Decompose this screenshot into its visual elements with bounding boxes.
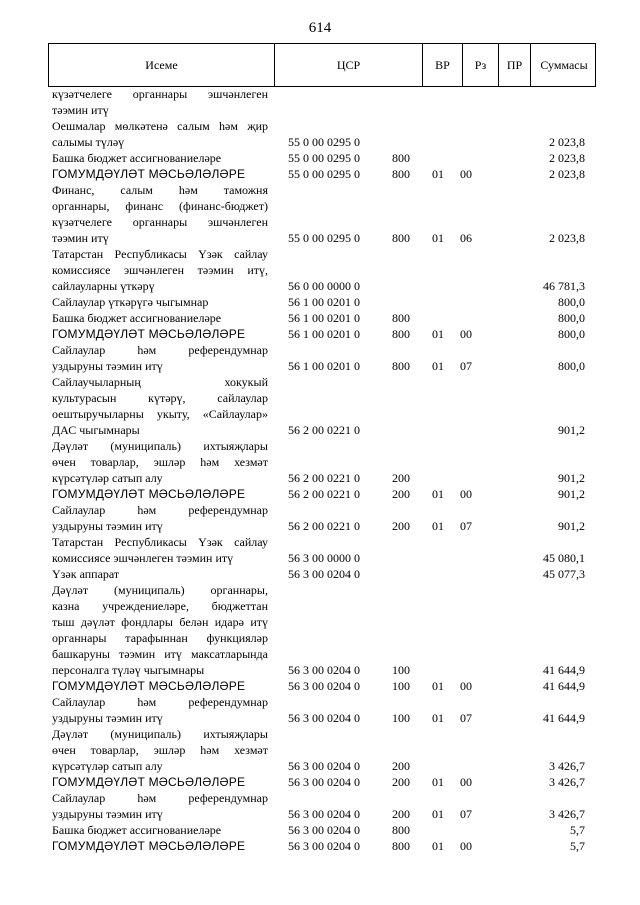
row-pr: 00 [460, 487, 472, 501]
table-row [0, 294, 640, 310]
row-pr: 07 [460, 519, 472, 533]
row-rz: 01 [432, 775, 444, 789]
table-row [0, 310, 640, 326]
row-csr: 56 2 00 0221 0 [288, 519, 360, 533]
row-vr: 200 [392, 807, 410, 821]
header-vr: ВР [423, 44, 463, 86]
row-name-line: өчен товарлар, эшләр һәм хезмәт [52, 743, 268, 757]
header-name: Исеме [49, 44, 275, 86]
row-name [52, 342, 268, 374]
row-name-line: Дәүләт (муниципаль) ихтыяҗлары [52, 727, 268, 741]
row-name-line: органнары тарафыннан функцияләр [52, 631, 268, 645]
row-sum: 800,0 [558, 359, 585, 373]
row-rz: 01 [432, 807, 444, 821]
row-name-line: ГОМУМДӘҮЛӘТ МӘСЬӘЛӘЛӘРЕ [52, 775, 246, 789]
row-name-line: оештыручыларны укыту, «Сайлаулар» [52, 407, 268, 421]
table-row [0, 694, 640, 726]
row-pr: 07 [460, 807, 472, 821]
table-row [0, 86, 640, 118]
row-sum: 901,2 [558, 423, 585, 437]
row-name-line: ГОМУМДӘҮЛӘТ МӘСЬӘЛӘЛӘРЕ [52, 839, 246, 853]
row-name-line: Оешмалар мөлкәтенә салым һәм җир [52, 119, 268, 133]
row-csr: 56 3 00 0204 0 [288, 823, 360, 837]
table-row [0, 678, 640, 694]
table-row [0, 326, 640, 342]
row-vr: 100 [392, 663, 410, 677]
row-vr: 800 [392, 151, 410, 165]
row-sum: 41 644,9 [543, 711, 585, 725]
row-sum: 800,0 [558, 311, 585, 325]
table-row [0, 790, 640, 822]
row-csr: 56 3 00 0204 0 [288, 807, 360, 821]
row-sum: 800,0 [558, 327, 585, 341]
row-sum: 800,0 [558, 295, 585, 309]
row-name-line: тыш дәүләт фондлары белән идарә итү [52, 615, 268, 629]
row-name-line: ГОМУМДӘҮЛӘТ МӘСЬӘЛӘЛӘРЕ [52, 487, 246, 501]
table-row [0, 486, 640, 502]
row-pr: 00 [460, 679, 472, 693]
row-name [52, 374, 268, 438]
row-name-line: Сайлаучыларның хокукый [52, 375, 268, 389]
row-name [52, 486, 268, 502]
row-rz: 01 [432, 679, 444, 693]
row-rz: 01 [432, 519, 444, 533]
row-vr: 800 [392, 231, 410, 245]
header-rz: Рз [463, 44, 499, 86]
row-name-line: өчен товарлар, эшләр һәм хезмәт [52, 455, 268, 469]
row-name [52, 822, 268, 838]
row-pr: 07 [460, 711, 472, 725]
row-sum: 901,2 [558, 487, 585, 501]
row-csr: 55 0 00 0295 0 [288, 167, 360, 181]
row-csr: 56 1 00 0201 0 [288, 359, 360, 373]
row-pr: 00 [460, 839, 472, 853]
row-name-line: комиссиясе эшчәнлеген тәэмин итү, [52, 263, 268, 277]
row-name-line: Сайлаулар үткәрүгә чыгымнар [52, 295, 209, 309]
table-row [0, 118, 640, 150]
row-rz: 01 [432, 711, 444, 725]
row-sum: 3 426,7 [549, 775, 585, 789]
row-name-line: органнары, финанс (финанс-бюджет) [52, 199, 268, 213]
header-sum: Суммасы [540, 58, 588, 72]
row-name-line: тәэмин итү [52, 231, 109, 245]
row-vr: 200 [392, 519, 410, 533]
table-row [0, 246, 640, 294]
table-row [0, 582, 640, 678]
row-vr: 800 [392, 311, 410, 325]
table-row [0, 838, 640, 854]
row-name-line: Үзәк аппарат [52, 567, 120, 581]
row-sum: 2 023,8 [549, 151, 585, 165]
row-name [52, 726, 268, 774]
row-name [52, 838, 268, 854]
row-pr: 00 [460, 775, 472, 789]
row-name-line: персоналга түләү чыгымнары [52, 663, 205, 677]
row-name [52, 326, 268, 342]
row-name-line: уздыруны тәэмин итү [52, 711, 163, 725]
row-vr: 200 [392, 775, 410, 789]
row-name [52, 694, 268, 726]
row-name-line: Башка бюджет ассигнованиеләре [52, 823, 222, 837]
row-name-line: күрсәтүләр сатып алу [52, 471, 163, 485]
row-csr: 56 3 00 0204 0 [288, 759, 360, 773]
row-vr: 200 [392, 759, 410, 773]
row-csr: 56 3 00 0204 0 [288, 775, 360, 789]
row-sum: 2 023,8 [549, 167, 585, 181]
row-vr: 800 [392, 167, 410, 181]
table-row [0, 438, 640, 486]
row-name-line: Дәүләт (муниципаль) ихтыяҗлары [52, 439, 268, 453]
table-row [0, 534, 640, 566]
row-name [52, 150, 268, 166]
row-vr: 200 [392, 471, 410, 485]
header-pr: ПР [499, 44, 531, 86]
row-sum: 5,7 [570, 839, 585, 853]
table-row [0, 374, 640, 438]
row-name [52, 790, 268, 822]
row-sum: 2 023,8 [549, 231, 585, 245]
row-name-line: культурасын күтәрү, сайлаулар [52, 391, 268, 405]
row-name-line: күрсәтүләр сатып алу [52, 759, 163, 773]
row-vr: 100 [392, 679, 410, 693]
row-name-line: Сайлаулар һәм референдумнар [52, 695, 268, 709]
row-csr: 56 3 00 0204 0 [288, 567, 360, 581]
row-name [52, 566, 268, 582]
row-name-line: Башка бюджет ассигнованиеләре [52, 311, 222, 325]
row-csr: 56 2 00 0221 0 [288, 487, 360, 501]
table-row [0, 342, 640, 374]
row-name-line: комиссиясе эшчәнлеген тәэмин итү [52, 551, 234, 565]
row-rz: 01 [432, 231, 444, 245]
row-rz: 01 [432, 839, 444, 853]
row-csr: 56 0 00 0000 0 [288, 279, 360, 293]
row-name-line: салымы түләү [52, 135, 125, 149]
row-name-line: тәэмин итү [52, 103, 109, 117]
row-csr: 56 1 00 0201 0 [288, 327, 360, 341]
table-row [0, 150, 640, 166]
row-pr: 00 [460, 167, 472, 181]
row-csr: 56 1 00 0201 0 [288, 295, 360, 309]
row-sum: 901,2 [558, 519, 585, 533]
row-sum: 46 781,3 [543, 279, 585, 293]
table-header [48, 43, 596, 87]
row-name-line: күзәтчелеге органнары эшчәнлеген [52, 215, 268, 229]
row-vr: 800 [392, 327, 410, 341]
row-name-line: уздыруны тәэмин итү [52, 519, 163, 533]
row-name-line: Дәүләт (муниципаль) органнары, [52, 583, 268, 597]
row-rz: 01 [432, 327, 444, 341]
row-sum: 45 080,1 [543, 551, 585, 565]
row-csr: 56 2 00 0221 0 [288, 423, 360, 437]
row-csr: 56 1 00 0201 0 [288, 311, 360, 325]
page-number: 614 [308, 20, 332, 36]
row-sum: 901,2 [558, 471, 585, 485]
row-pr: 06 [460, 231, 472, 245]
row-name [52, 678, 268, 694]
row-name [52, 246, 268, 294]
row-csr: 56 3 00 0000 0 [288, 551, 360, 565]
row-name [52, 310, 268, 326]
row-name [52, 86, 268, 118]
row-name-line: башкаруны тәэмин итү максатларында [52, 647, 268, 661]
header-csr: ЦСР [275, 44, 423, 86]
table-row [0, 822, 640, 838]
row-sum: 3 426,7 [549, 759, 585, 773]
row-name-line: уздыруны тәэмин итү [52, 807, 163, 821]
row-name [52, 294, 268, 310]
row-csr: 56 3 00 0204 0 [288, 839, 360, 853]
row-name [52, 774, 268, 790]
row-name-line: Финанс, салым һәм таможня [52, 183, 268, 197]
row-name [52, 166, 268, 182]
table-row [0, 566, 640, 582]
row-pr: 07 [460, 359, 472, 373]
row-name-line: казна учреждениеләре, бюджеттан [52, 599, 268, 613]
row-vr: 100 [392, 711, 410, 725]
row-pr: 00 [460, 327, 472, 341]
row-csr: 55 0 00 0295 0 [288, 151, 360, 165]
row-csr: 55 0 00 0295 0 [288, 231, 360, 245]
row-sum: 45 077,3 [543, 567, 585, 581]
row-name-line: Сайлаулар һәм референдумнар [52, 343, 268, 357]
row-name [52, 182, 268, 246]
row-csr: 56 3 00 0204 0 [288, 679, 360, 693]
row-sum: 2 023,8 [549, 135, 585, 149]
row-name [52, 534, 268, 566]
row-name-line: Татарстан Республикасы Үзәк сайлау [52, 247, 268, 261]
table-row [0, 182, 640, 246]
row-sum: 41 644,9 [543, 663, 585, 677]
row-vr: 800 [392, 823, 410, 837]
table-row [0, 166, 640, 182]
row-sum: 41 644,9 [543, 679, 585, 693]
row-name-line: Сайлаулар һәм референдумнар [52, 503, 268, 517]
row-csr: 56 3 00 0204 0 [288, 663, 360, 677]
row-name-line: күзәтчелеге органнары эшчәнлеген [52, 87, 268, 101]
table-row [0, 726, 640, 774]
row-name-line: ГОМУМДӘҮЛӘТ МӘСЬӘЛӘЛӘРЕ [52, 679, 246, 693]
row-vr: 800 [392, 359, 410, 373]
row-name-line: уздыруны тәэмин итү [52, 359, 163, 373]
row-sum: 5,7 [570, 823, 585, 837]
row-rz: 01 [432, 167, 444, 181]
table-body [0, 86, 640, 854]
row-name-line: ГОМУМДӘҮЛӘТ МӘСЬӘЛӘЛӘРЕ [52, 167, 246, 181]
row-name-line: сайлауларны үткәрү [52, 279, 155, 293]
table-row [0, 774, 640, 790]
row-csr: 56 2 00 0221 0 [288, 471, 360, 485]
row-name-line: Татарстан Республикасы Үзәк сайлау [52, 535, 268, 549]
row-vr: 200 [392, 487, 410, 501]
row-name-line: ГОМУМДӘҮЛӘТ МӘСЬӘЛӘЛӘРЕ [52, 327, 246, 341]
table-row [0, 502, 640, 534]
row-vr: 800 [392, 839, 410, 853]
row-name [52, 582, 268, 678]
row-name [52, 438, 268, 486]
row-name-line: ДАС чыгымнары [52, 423, 140, 437]
row-csr: 56 3 00 0204 0 [288, 711, 360, 725]
row-csr: 55 0 00 0295 0 [288, 135, 360, 149]
row-rz: 01 [432, 487, 444, 501]
row-name-line: Сайлаулар һәм референдумнар [52, 791, 268, 805]
row-rz: 01 [432, 359, 444, 373]
row-name [52, 502, 268, 534]
row-name-line: Башка бюджет ассигнованиеләре [52, 151, 222, 165]
row-name [52, 118, 268, 150]
row-sum: 3 426,7 [549, 807, 585, 821]
